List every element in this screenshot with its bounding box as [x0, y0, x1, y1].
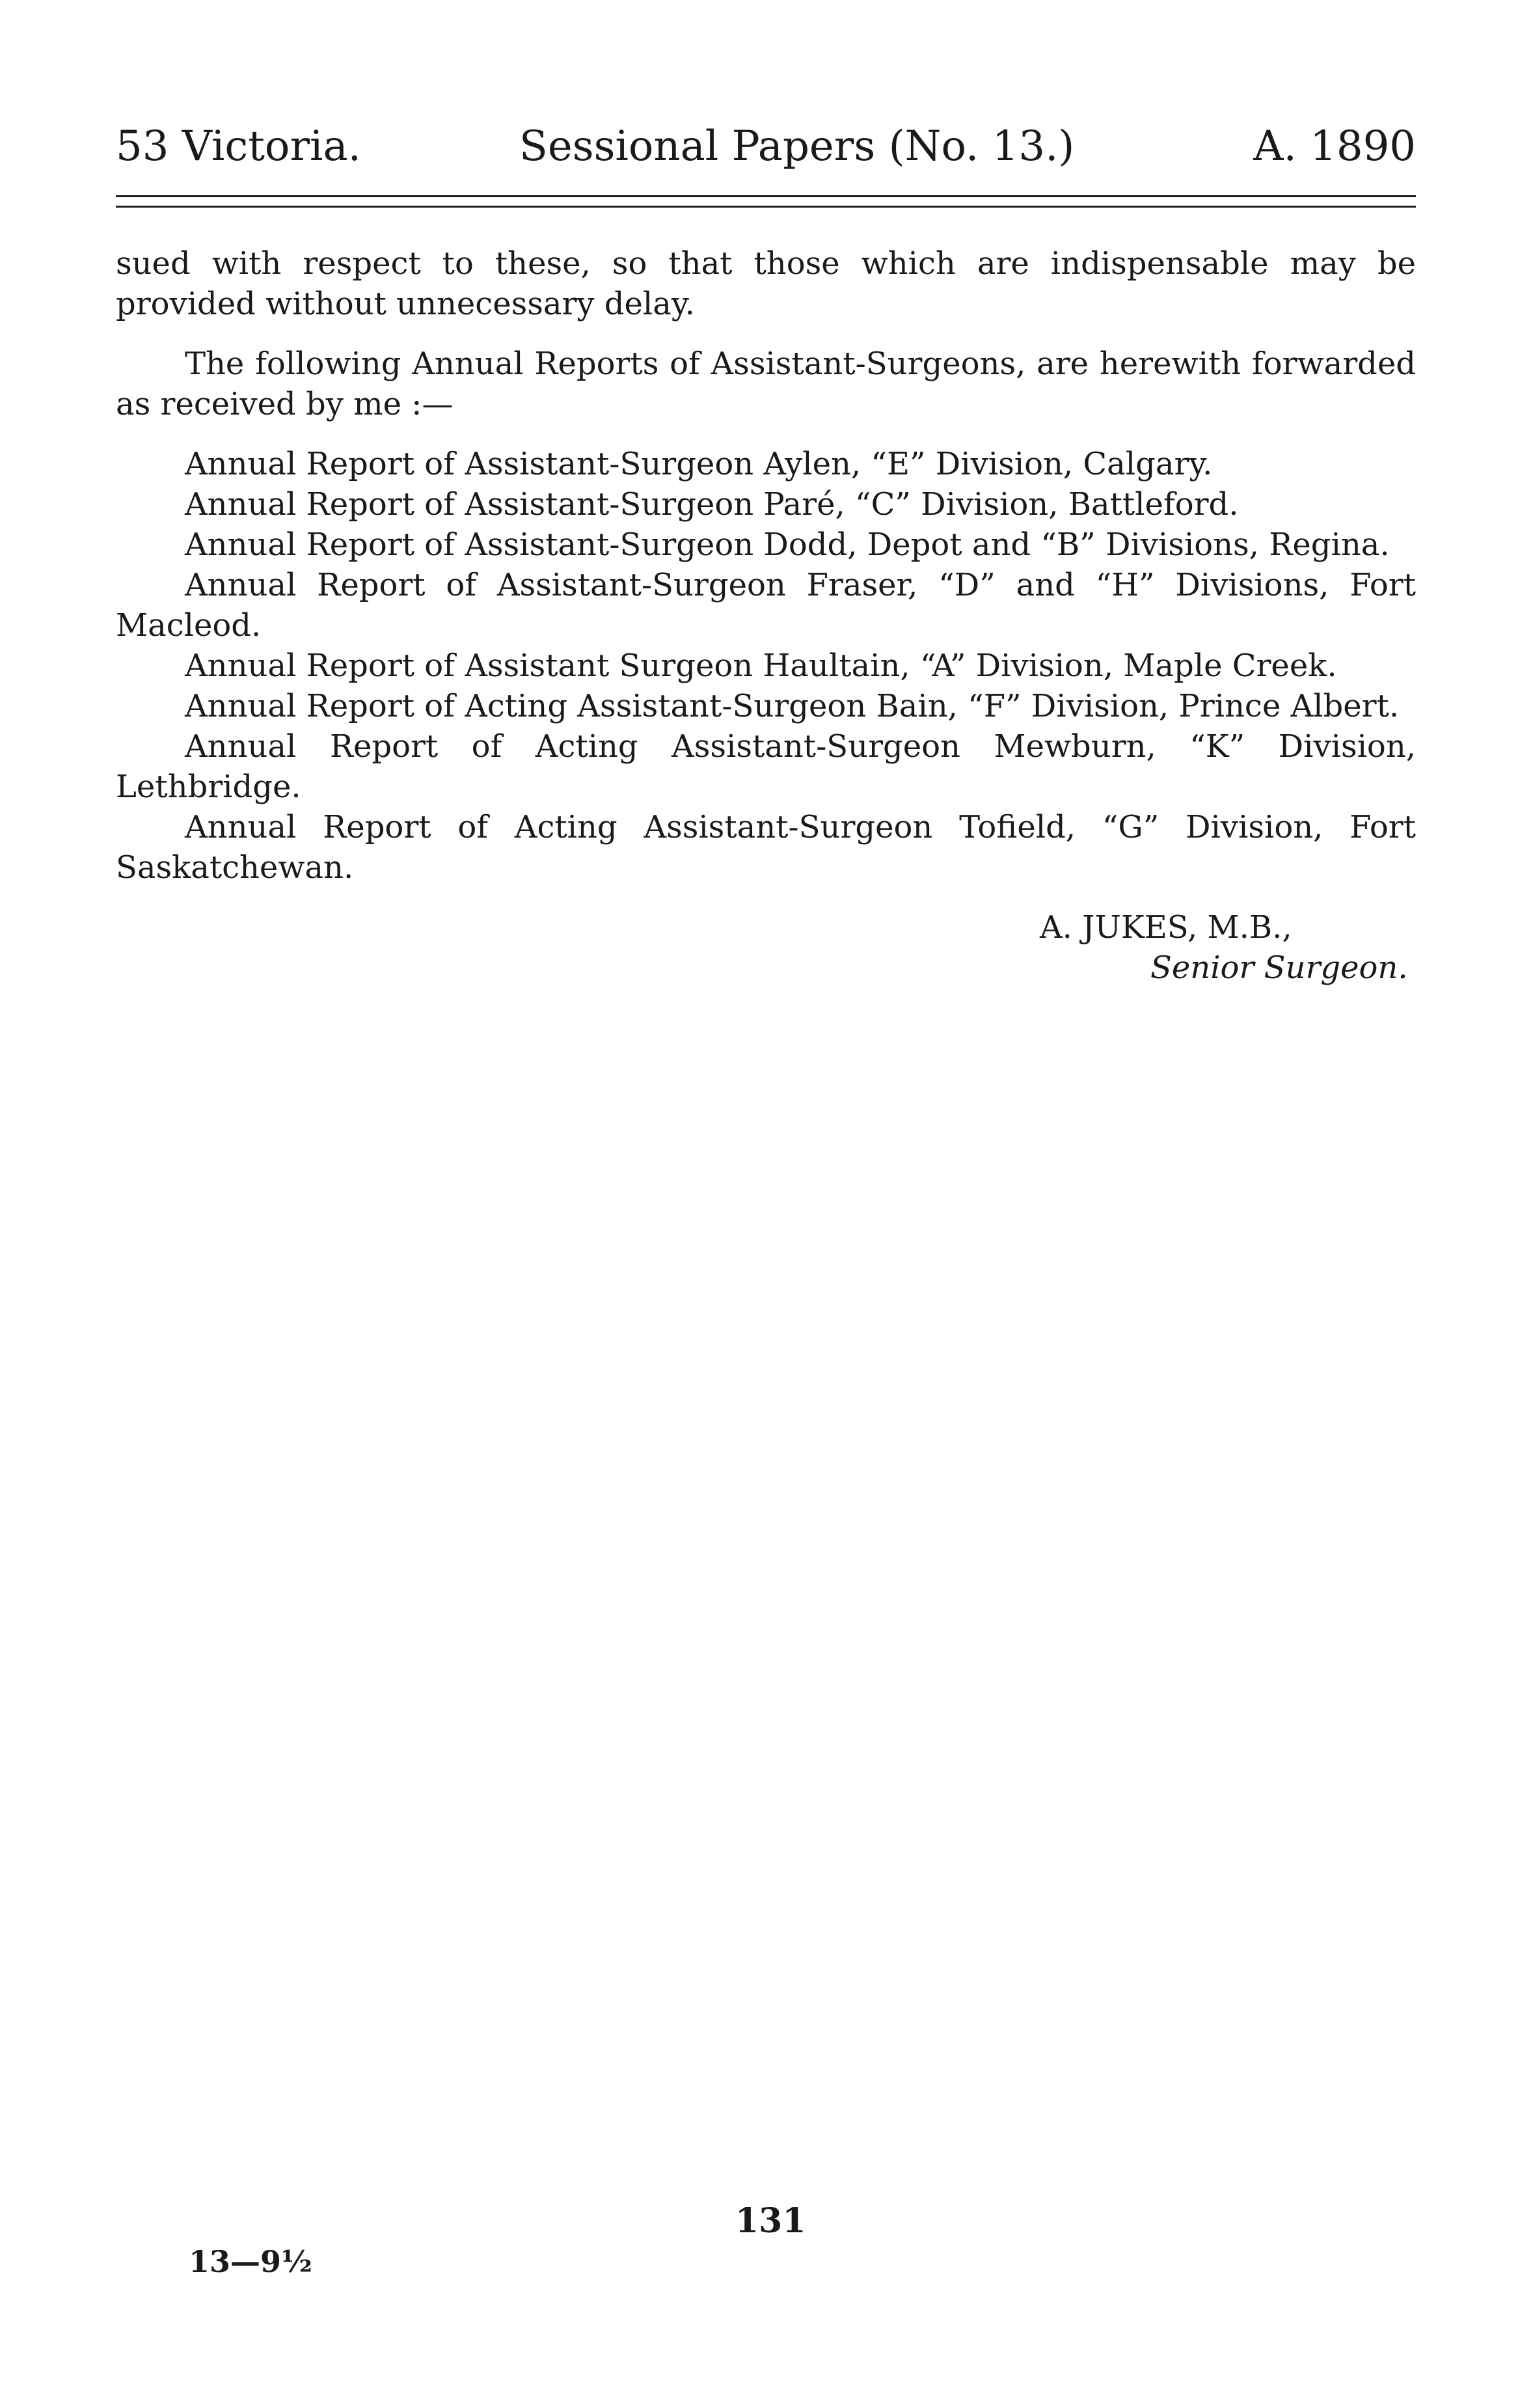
running-header	[116, 111, 1416, 182]
report-item: Annual Report of Assistant-Surgeon Paré, “C” Division, Battleford.	[185, 486, 1239, 523]
signatory-name: A. JUKES, M.B.,	[1040, 909, 1292, 946]
page-number: 131	[735, 2201, 806, 2241]
report-item: Annual Report of Assistant Surgeon Haultain, “A” Division, Maple Creek.	[185, 648, 1337, 684]
document-page	[116, 111, 1416, 988]
report-item: Annual Report of Assistant-Surgeon Aylen, “E” Division, Calgary.	[185, 446, 1213, 482]
report-list	[116, 444, 1416, 888]
paragraph-continuation: sued with respect to these, so that those which are indispensable may be provided without unnecessary delay.	[116, 245, 1416, 322]
header-rule-bottom	[116, 206, 1416, 208]
report-item: Annual Report of Acting Assistant-Surgeon Bain, “F” Division, Prince Albert.	[185, 688, 1400, 724]
signatory-title: Senior Surgeon.	[1150, 950, 1408, 986]
paragraph-reports-intro: The following Annual Reports of Assistant-Surgeons, are herewith forwarded as received by me :—	[116, 346, 1416, 422]
header-rule	[116, 195, 1416, 211]
paragraph-gap	[116, 424, 1416, 444]
paragraph-gap	[116, 324, 1416, 344]
body-text	[116, 243, 1416, 888]
header-year: A. 1890	[1253, 122, 1416, 171]
signature-block	[116, 907, 1416, 988]
printer-signature-mark: 13—9½	[189, 2244, 312, 2279]
header-title: Sessional Papers (No. 13.)	[519, 122, 1075, 171]
header-rule-top	[116, 195, 1416, 197]
report-item: Annual Report of Assistant-Surgeon Fraser, “D” and “H” Divisions, Fort Macleod.	[116, 567, 1416, 644]
report-item: Annual Report of Acting Assistant-Surgeon Mewburn, “K” Division, Lethbridge.	[116, 728, 1416, 805]
report-item: Annual Report of Assistant-Surgeon Dodd, Depot and “B” Divisions, Regina.	[185, 527, 1390, 563]
header-session: 53 Victoria.	[116, 122, 361, 171]
report-item: Annual Report of Acting Assistant-Surgeon Tofield, “G” Division, Fort Saskatchewan.	[116, 809, 1416, 886]
